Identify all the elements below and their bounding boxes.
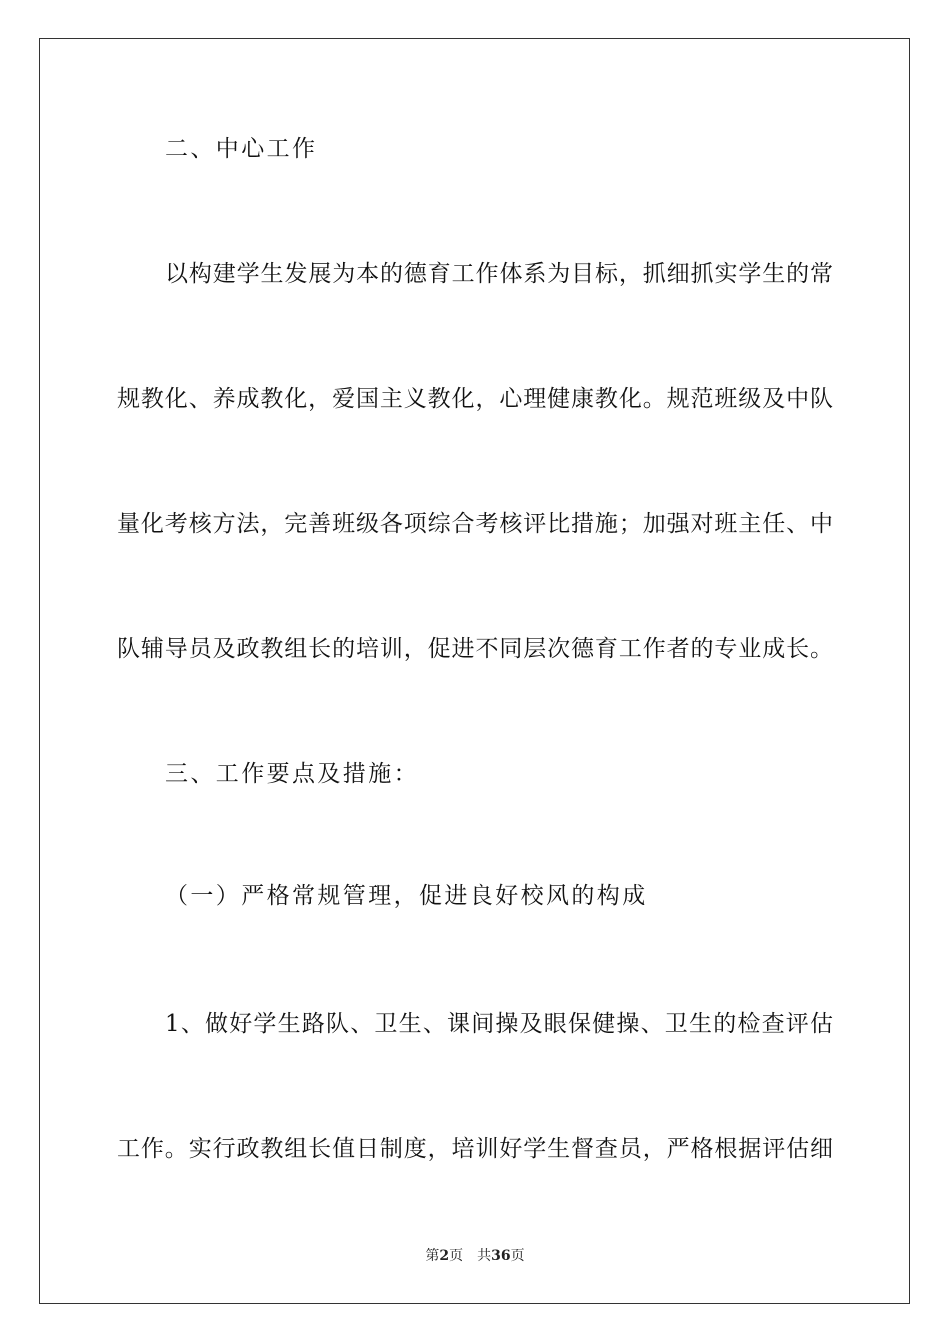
- subheading-routine-management: （一）严格常规管理，促进良好校风的构成: [165, 883, 648, 909]
- paragraph-line-3: 量化考核方法，完善班级各项综合考核评比措施；加强对班主任、中: [117, 511, 833, 537]
- footer-page-prefix: 第: [425, 1248, 440, 1264]
- footer-total-pages: 36: [491, 1248, 511, 1264]
- page-footer: [0, 1246, 950, 1266]
- page-border: [39, 38, 910, 1304]
- item-1-line-1: 1、做好学生路队、卫生、课间操及眼保健操、卫生的检查评估: [165, 1011, 833, 1037]
- footer-total-prefix: 共: [477, 1248, 492, 1264]
- footer-total-suffix: 页: [510, 1248, 525, 1264]
- paragraph-line-4: 队辅导员及政教组长的培训，促进不同层次德育工作者的专业成长。: [117, 636, 833, 662]
- footer-page-suffix: 页: [449, 1248, 464, 1264]
- item-1-line-2: 工作。实行政教组长值日制度，培训好学生督查员，严格根据评估细: [117, 1136, 833, 1162]
- heading-key-points: 三、工作要点及措施：: [165, 761, 419, 787]
- paragraph-line-2: 规教化、养成教化，爱国主义教化，心理健康教化。规范班级及中队: [117, 386, 833, 412]
- paragraph-line-1: 以构建学生发展为本的德育工作体系为目标，抓细抓实学生的常: [165, 261, 833, 287]
- heading-center-work: 二、中心工作: [165, 136, 318, 162]
- footer-page-number: 2: [439, 1248, 450, 1264]
